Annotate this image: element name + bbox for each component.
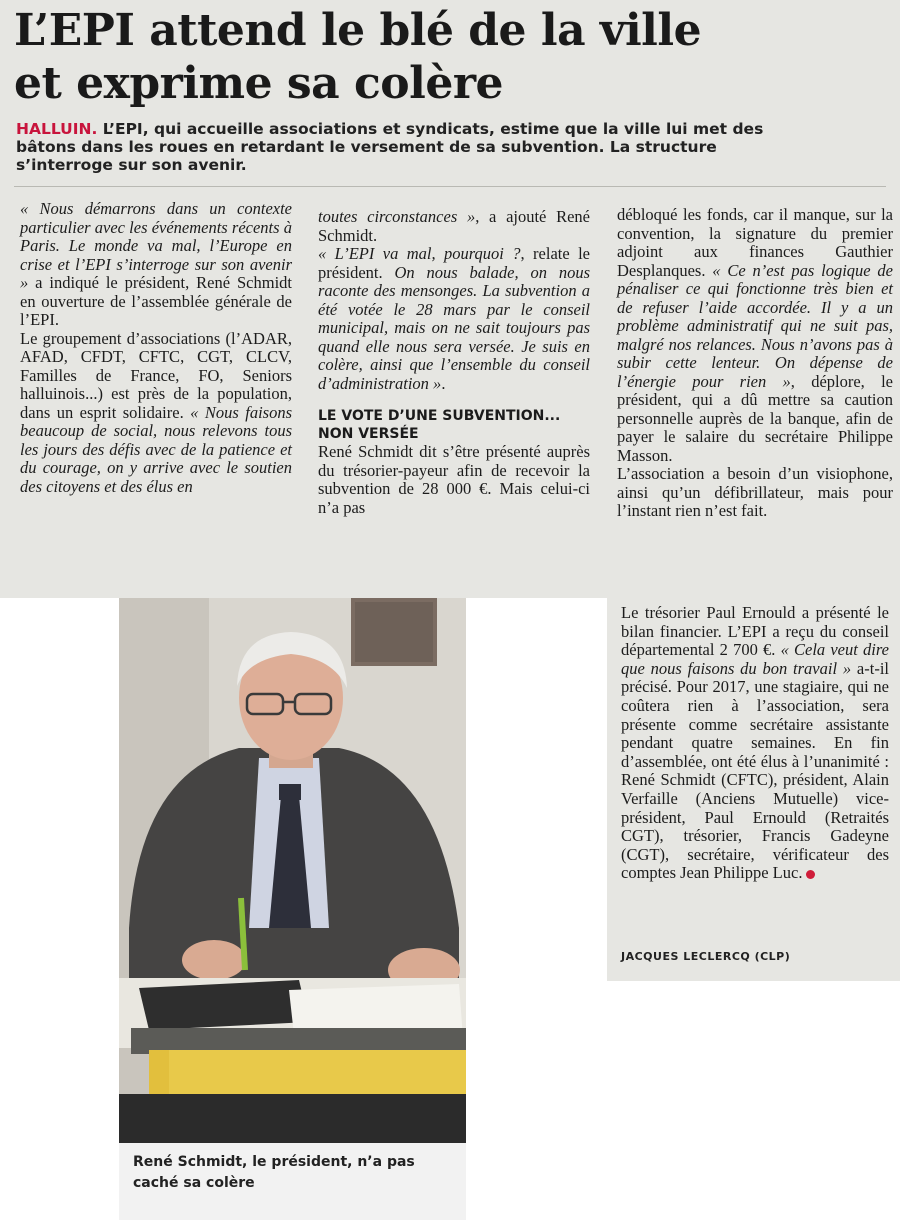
paragraph (617, 206, 893, 465)
subheading-line-2: NON VERSÉE (318, 426, 419, 442)
quote: « L’EPI va mal, pourquoi ? (318, 244, 521, 263)
kicker-location: HALLUIN. (16, 120, 98, 138)
article-continuation-clipping (607, 598, 900, 981)
quote: On nous balade, on nous raconte des mensonges. La subvention a été votée le 28 mars par le conseil municipal, mais on ne sait toujours pas quand elle nous sera versée. Je suis en colère, ainsi que l’ensemble du conseil d’administration » (318, 262, 591, 393)
text-column-1 (20, 200, 292, 496)
paragraph (318, 245, 590, 393)
body-text: a-t-il précisé. Pour 2017, une stagiaire, qui ne coûtera rien à l’association, sera présente comme secrétaire assistante pendant quatre semaines. En fin d’assemblée, ont été élus à l’unanimité : René Schmidt (CFTC), président, Alain Verfaille (Anciens Mutuelle) vice-président, Paul Ernould (Retraités CGT), trésorier, Francis Gadeyne (CGT), secrétaire, vérificateur des comptes Jean Philippe Luc. (621, 658, 889, 883)
body-text: Le groupement d’associations (l’ADAR, AFAD, CFDT, CFTC, CGT, CLCV, Familles de France, FO, Seniors halluinois...) est près de la population, dans un esprit solidaire. (20, 328, 292, 422)
quote: toutes circonstances » (318, 207, 476, 226)
body-text: René Schmidt dit s’être présenté auprès du trésorier-payeur afin de recevoir la subvention de 28 000 €. Mais celui-ci n’a pas (318, 442, 590, 517)
paragraph (20, 330, 292, 497)
author-byline: JACQUES LECLERCQ (CLP) (621, 950, 791, 963)
body-text: Le trésorier Paul Ernould a présenté le bilan financier. L’EPI a reçu du conseil départemental 2 700 €. (621, 603, 889, 660)
quote: « Cela veut dire que nous faisons du bon travail » (621, 640, 889, 678)
photo-caption: René Schmidt, le président, n’a pas caché sa colère (133, 1154, 415, 1191)
quote: « Nous démarrons dans un contexte particulier avec les événements récents à Paris. Le monde va mal, l’Europe en crise et l’EPI s’interroge sur son avenir » (20, 199, 292, 292)
paragraph (318, 208, 590, 245)
lead-text: L’EPI, qui accueille associations et syndicats, estime que la ville lui met des bâtons dans les roues en retardant le versement de sa subvention. La structure s’interroge sur son avenir. (16, 120, 764, 174)
body-text: débloqué les fonds, car il manque, sur la convention, la signature du premier adjoint aux finances Gauthier Desplanques. (617, 205, 893, 280)
lead-divider (14, 186, 886, 187)
paragraph (20, 200, 292, 330)
lead-paragraph (16, 120, 816, 174)
paragraph (617, 465, 893, 521)
quote: « Ce n’est pas logique de pénaliser ce qui fonctionne très bien et de refuser l’aide accordée. Il y a un problème administratif qui ne suit pas, malgré nos relances. Nous n’avons pas à subir cette lenteur. On dépense de l’énergie pour rien » (617, 260, 893, 391)
text-column-4 (621, 604, 889, 883)
paragraph (621, 604, 889, 883)
text-column-3 (617, 206, 893, 521)
end-of-article-dot (806, 870, 815, 879)
article-photo (119, 598, 466, 1220)
body-text: , déplore, le président, qui a dû mettre sa caution personnelle auprès de la banque, afin de payer le salaire du secrétaire Philippe Masson. (617, 371, 893, 465)
body-text: , relate le président. (318, 244, 590, 282)
headline (14, 4, 884, 110)
photo-illustration (119, 598, 466, 1143)
body-text: L’association a besoin d’un visiophone, ainsi qu’un défibrillateur, mais pour l’instant rien n’est fait. (617, 464, 893, 520)
section-subheading (318, 407, 590, 443)
body-text: , a ajouté René Schmidt. (318, 207, 590, 245)
paragraph (318, 443, 590, 517)
headline-line-2: et exprime sa colère (14, 58, 504, 109)
article-top-clipping (0, 0, 900, 598)
body-text: . (441, 373, 446, 393)
quote: « Nous faisons beaucoup de social, nous relevons tous les jours des défis avec de la patience et du courage, on y arrive avec le soutien des citoyens et des élus en (20, 402, 292, 496)
subheading-line-1: LE VOTE D’UNE SUBVENTION... (318, 408, 561, 424)
text-column-2 (318, 208, 590, 517)
body-text: a indiqué le président, René Schmidt en ouverture de l’assemblée générale de l’EPI. (20, 273, 292, 329)
headline-line-1: L’EPI attend le blé de la ville (14, 5, 702, 56)
